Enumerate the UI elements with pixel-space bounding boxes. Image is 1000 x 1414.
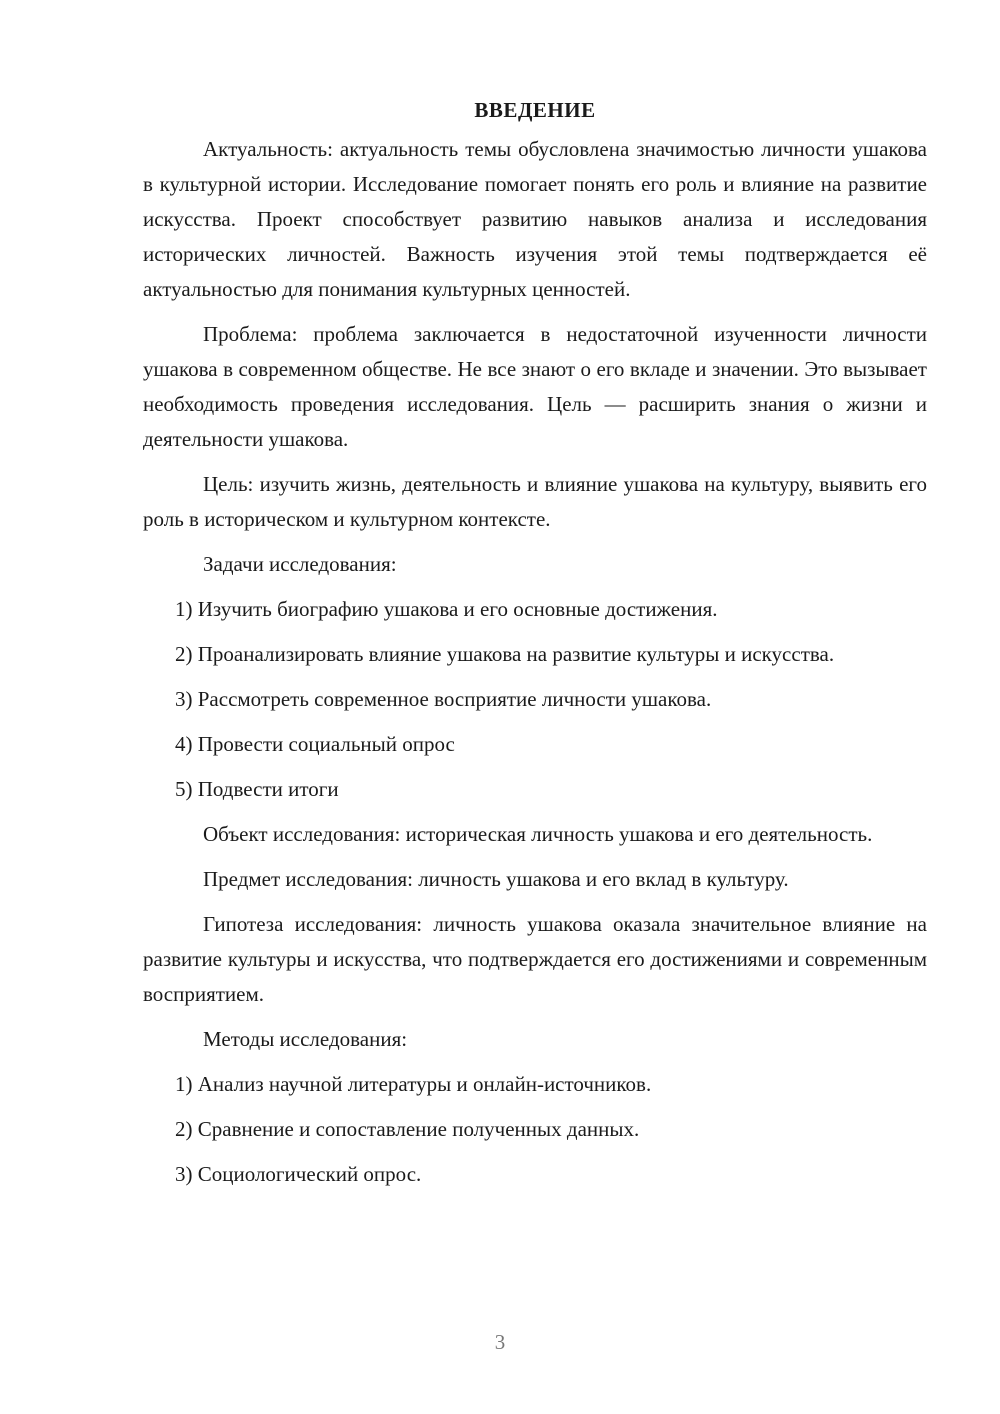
document-page (143, 92, 927, 1202)
paragraph-methods-heading: Методы исследования: (203, 1027, 408, 1051)
list-item-task-4: 4) Провести социальный опрос (175, 732, 455, 756)
page-number: 3 (494, 1330, 506, 1354)
list-item-task-3: 3) Рассмотреть современное восприятие личности ушакова. (175, 687, 712, 711)
paragraph-problem: Проблема: проблема заключается в недостаточной изученности личности ушакова в современном обществе. Не все знают о его вкладе и значении. Это вызывает необходимость проведения исследования. Цель — расширить знания о жизни и деятельности ушакова. (143, 322, 927, 451)
paragraph-hypothesis: Гипотеза исследования: личность ушакова оказала значительное влияние на развитие культуры и искусства, что подтверждается его достижениями и современным восприятием. (143, 912, 927, 1006)
paragraph-object: Объект исследования: историческая личность ушакова и его деятельность. (203, 822, 873, 846)
list-item-method-3: 3) Социологический опрос. (175, 1162, 422, 1186)
list-item-method-2: 2) Сравнение и сопоставление полученных данных. (175, 1117, 640, 1141)
document-title: ВВЕДЕНИЕ (474, 98, 596, 122)
list-item-task-5: 5) Подвести итоги (175, 777, 339, 801)
paragraph-goal: Цель: изучить жизнь, деятельность и влияние ушакова на культуру, выявить его роль в историческом и культурном контексте. (143, 472, 927, 531)
paragraph-tasks-heading: Задачи исследования: (203, 552, 397, 576)
paragraph-relevance: Актуальность: актуальность темы обусловлена значимостью личности ушакова в культурной истории. Исследование помогает понять его роль и влияние на развитие искусства. Проект способствует развитию навыков анализа и исследования исторических личностей. Важность изучения этой темы подтверждается её актуальностью для понимания культурных ценностей. (143, 137, 927, 301)
list-item-task-1: 1) Изучить биографию ушакова и его основные достижения. (175, 597, 718, 621)
list-item-task-2: 2) Проанализировать влияние ушакова на развитие культуры и искусства. (175, 642, 835, 666)
paragraph-subject: Предмет исследования: личность ушакова и его вклад в культуру. (203, 867, 789, 891)
list-item-method-1: 1) Анализ научной литературы и онлайн-источников. (175, 1072, 652, 1096)
